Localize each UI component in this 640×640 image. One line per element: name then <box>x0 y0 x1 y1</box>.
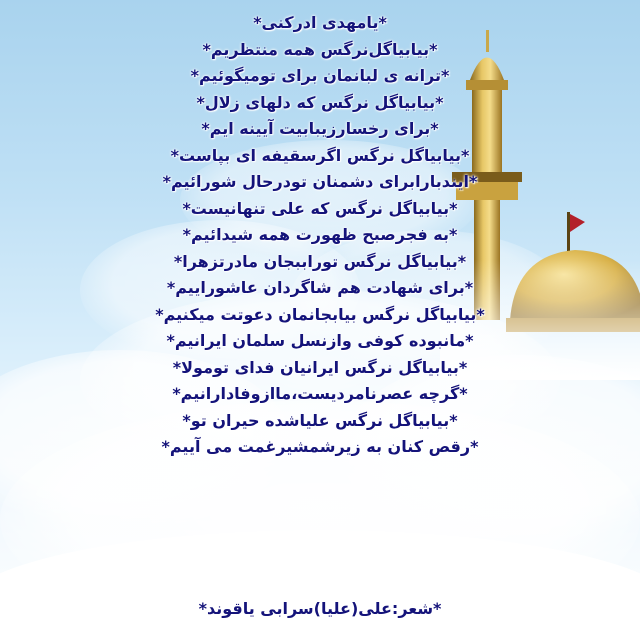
poem-line: *به فجرصبح ظهورت همه شیدائیم* <box>182 225 458 244</box>
poem-line: *بیابیاگل نرگس بیابجانمان دعوتت میکنیم* <box>155 304 485 324</box>
poem-line: *رقص کنان به زیرشمشیرغمت می آییم* <box>161 437 479 456</box>
poem-line: *بیابیاگل نرگس علیاشده حیران تو* <box>182 410 458 430</box>
poem-line: *برای رخسارزیبابیت آیینه ایم* <box>201 119 439 138</box>
poem-line: *بیابیاگل نرگس اگرسقیفه ای بپاست* <box>170 145 470 165</box>
poem-line: *بیابیاگل نرگس توراببجان مادرتزهرا* <box>173 251 467 271</box>
poem-line: *مانبوده کوفی وازنسل سلمان ایرانیم* <box>166 331 474 350</box>
poem-lines <box>40 10 600 635</box>
poem-line: *ترانه ی لبانمان برای تومیگوئیم* <box>190 66 450 85</box>
poem-line: *برای شهادت هم شاگردان عاشوراییم* <box>166 278 474 297</box>
poem-line: *بیابیاگل نرگس که دلهای زلال* <box>196 92 444 112</box>
poem-line: *ایندبارابرای دشمنان تودرحال شورائیم* <box>162 172 478 191</box>
poem-line: *بیابیاگل نرگس ایرانیان فدای تومولا* <box>172 357 468 377</box>
poem-line: *بیابیاگل نرگس که علی تنهانیست* <box>182 198 458 218</box>
poem-line: *بیابیاگل‌نرگس همه منتظریم* <box>202 39 438 59</box>
poem-credit: *شعر:علی(علیا)سرابی یاقوند* <box>198 599 442 618</box>
poem-line: *یامهدی ادرکنی* <box>253 13 387 32</box>
poem-line: *گرچه عصرنامردیست،ماازوفادارانیم* <box>172 384 468 403</box>
